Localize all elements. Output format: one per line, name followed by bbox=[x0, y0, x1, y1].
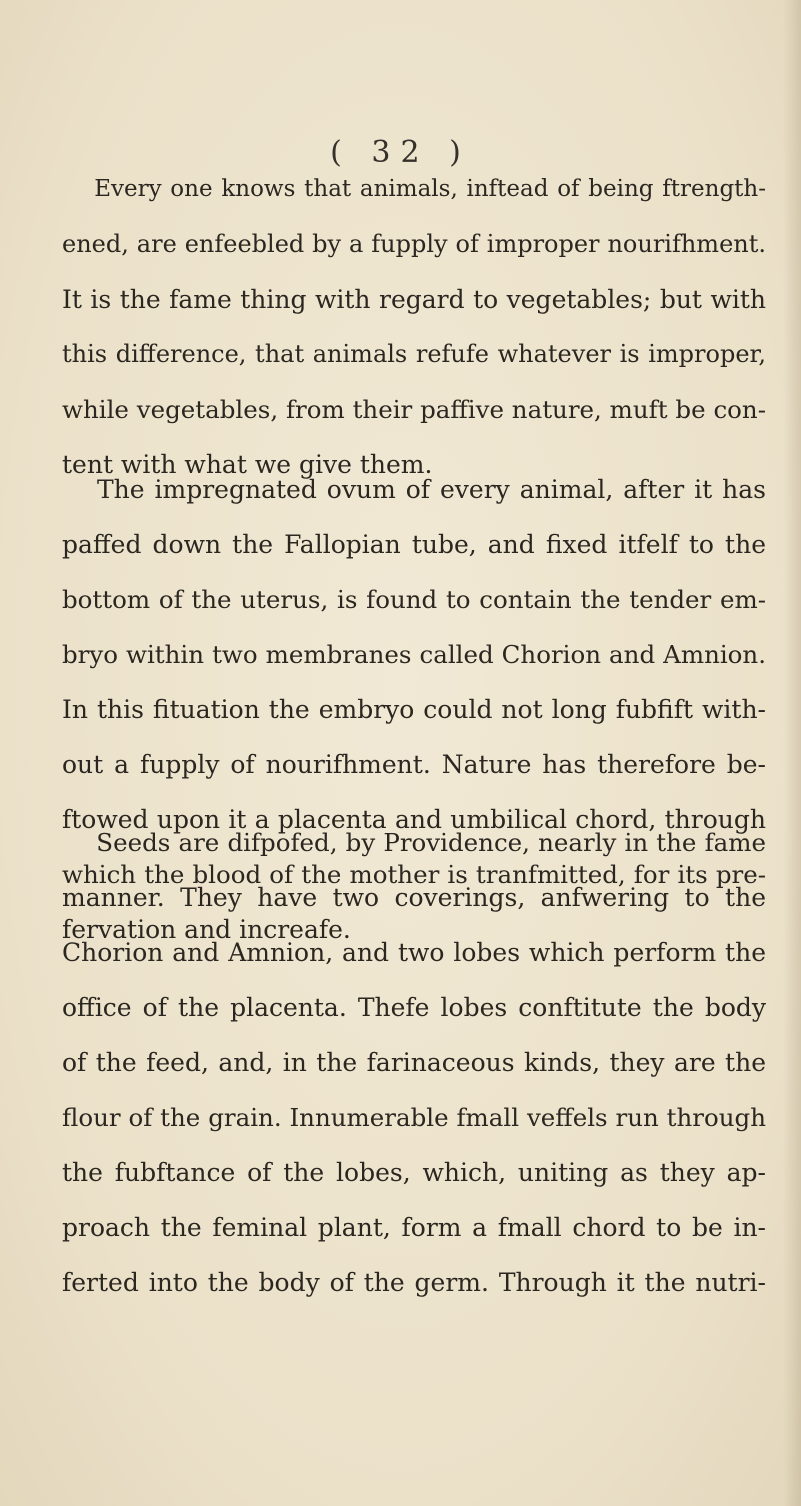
text-line: the fubftance of the lobes, which, uniting as they ap- bbox=[62, 1158, 766, 1187]
text-line: paffed down the Fallopian tube, and fixed itfelf to the bbox=[62, 530, 766, 559]
text-line: flour of the grain. Innumerable fmall veffels run through bbox=[62, 1103, 766, 1132]
text-line: manner. They have two coverings, anfwering to the bbox=[62, 883, 766, 912]
text-line: ferted into the body of the germ. Through it the nutri- bbox=[62, 1268, 766, 1297]
text-line: which the blood of the mother is tranfmitted, for its pre- bbox=[62, 860, 766, 889]
paragraph-1 bbox=[62, 162, 766, 492]
text-line: while vegetables, from their paffive nature, muft be con- bbox=[62, 395, 766, 424]
text-line: Every one knows that animals, inftead of being ftrength- bbox=[94, 176, 766, 202]
text-line: this difference, that animals refufe whatever is improper, bbox=[62, 340, 766, 368]
text-line: proach the feminal plant, form a fmall chord to be in- bbox=[62, 1213, 766, 1242]
text-line: office of the placenta. Thefe lobes conftitute the body bbox=[62, 993, 766, 1022]
paragraph-3 bbox=[62, 815, 766, 1310]
page-number: ( 32 ) bbox=[330, 135, 471, 170]
text-line: of the feed, and, in the farinaceous kinds, they are the bbox=[62, 1048, 766, 1077]
text-line: ftowed upon it a placenta and umbilical chord, through bbox=[62, 805, 766, 834]
text-line: ened, are enfeebled by a fupply of improper nourifhment. bbox=[62, 230, 766, 258]
text-line: In this fituation the embryo could not long fubfift with- bbox=[62, 695, 766, 724]
text-line: out a fupply of nourifhment. Nature has therefore be- bbox=[62, 750, 766, 779]
text-line: Seeds are difpofed, by Providence, nearly in the fame bbox=[96, 828, 766, 857]
text-line: Chorion and Amnion, and two lobes which perform the bbox=[62, 938, 766, 967]
text-line: bottom of the uterus, is found to contain the tender em- bbox=[62, 585, 766, 614]
text-line: bryo within two membranes called Chorion and Amnion. bbox=[62, 640, 766, 669]
page-edge-shadow bbox=[783, 0, 801, 1506]
text-line: fervation and increafe. bbox=[62, 915, 351, 944]
text-line: tent with what we give them. bbox=[62, 450, 433, 479]
text-line: The impregnated ovum of every animal, after it has bbox=[97, 475, 766, 504]
text-line: It is the fame thing with regard to vegetables; but with bbox=[62, 285, 766, 314]
